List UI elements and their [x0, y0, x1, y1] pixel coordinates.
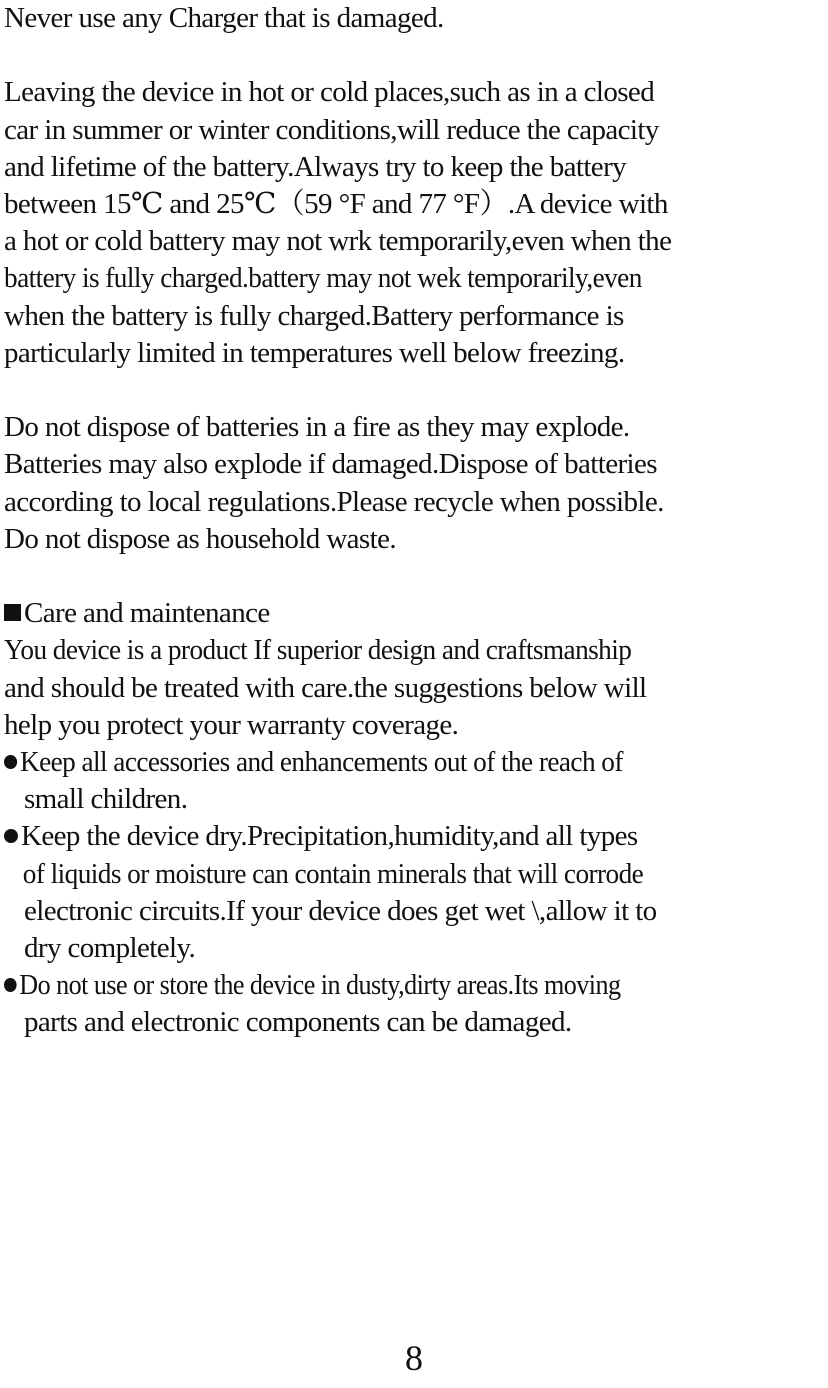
- paragraph-line: help you protect your warranty coverage.: [4, 708, 459, 741]
- disposal-paragraph: [4, 409, 826, 558]
- paragraph-line: car in summer or winter conditions,will reduce the capacity: [4, 113, 659, 146]
- paragraph-line: according to local regulations.Please recycle when possible.: [4, 485, 664, 518]
- bullet-item: [4, 744, 777, 781]
- paragraph-line: and lifetime of the battery.Always try to keep the battery: [4, 150, 627, 183]
- spacer: [4, 558, 826, 595]
- bullet-continuation: small children.: [24, 783, 188, 816]
- spacer: [4, 37, 826, 74]
- section-heading-text: Care and maintenance: [24, 597, 270, 630]
- bullet-text: Do not use or store the device in dusty,dirty areas.Its moving: [19, 969, 621, 1002]
- bullet-continuation: dry completely.: [24, 932, 196, 965]
- paragraph-line: Do not dispose of batteries in a fire as they may explode.: [4, 411, 630, 444]
- paragraph-line: particularly limited in temperatures well below freezing.: [4, 336, 625, 369]
- bullet-dot-icon: [4, 978, 17, 992]
- bullet-continuation: electronic circuits.If your device does get wet \,allow it to: [24, 894, 657, 927]
- paragraph-line: battery is fully charged.battery may not wek temporarily,even: [4, 262, 642, 295]
- spacer: [4, 372, 826, 409]
- paragraph-line: and should be treated with care.the suggestions below will: [4, 671, 647, 704]
- temperature-paragraph: [4, 74, 826, 372]
- paragraph-line: Batteries may also explode if damaged.Dispose of batteries: [4, 448, 657, 481]
- paragraph-line: Do not dispose as household waste.: [4, 522, 397, 555]
- intro-line: Never use any Charger that is damaged.: [4, 2, 444, 34]
- care-section: [4, 595, 826, 1041]
- manual-page: [4, 0, 826, 1042]
- bullet-dot-icon: [4, 755, 17, 769]
- bullet-item: [4, 818, 826, 855]
- bullet-text: Keep the device dry.Precipitation,humidity,and all types: [21, 820, 638, 853]
- bullet-continuation: of liquids or moisture can contain minerals that will corrode: [22, 857, 644, 890]
- square-bullet-icon: [4, 604, 21, 621]
- page-number: 8: [405, 1338, 423, 1378]
- paragraph-line: when the battery is fully charged.Battery performance is: [4, 299, 624, 332]
- bullet-text: Keep all accessories and enhancements out of the reach of: [19, 746, 623, 779]
- paragraph-line: between 15℃ and 25℃（59 °F and 77 °F）.A device with: [4, 188, 668, 220]
- section-heading: [4, 595, 826, 632]
- paragraph-line: Leaving the device in hot or cold places,such as in a closed: [4, 76, 655, 109]
- bullet-item: [4, 967, 744, 1004]
- bullet-continuation: parts and electronic components can be damaged.: [24, 1006, 572, 1039]
- paragraph-line: a hot or cold battery may not wrk temporarily,even when the: [4, 225, 672, 258]
- paragraph-line: You device is a product If superior design and craftsmanship: [4, 634, 632, 667]
- bullet-dot-icon: [4, 829, 18, 843]
